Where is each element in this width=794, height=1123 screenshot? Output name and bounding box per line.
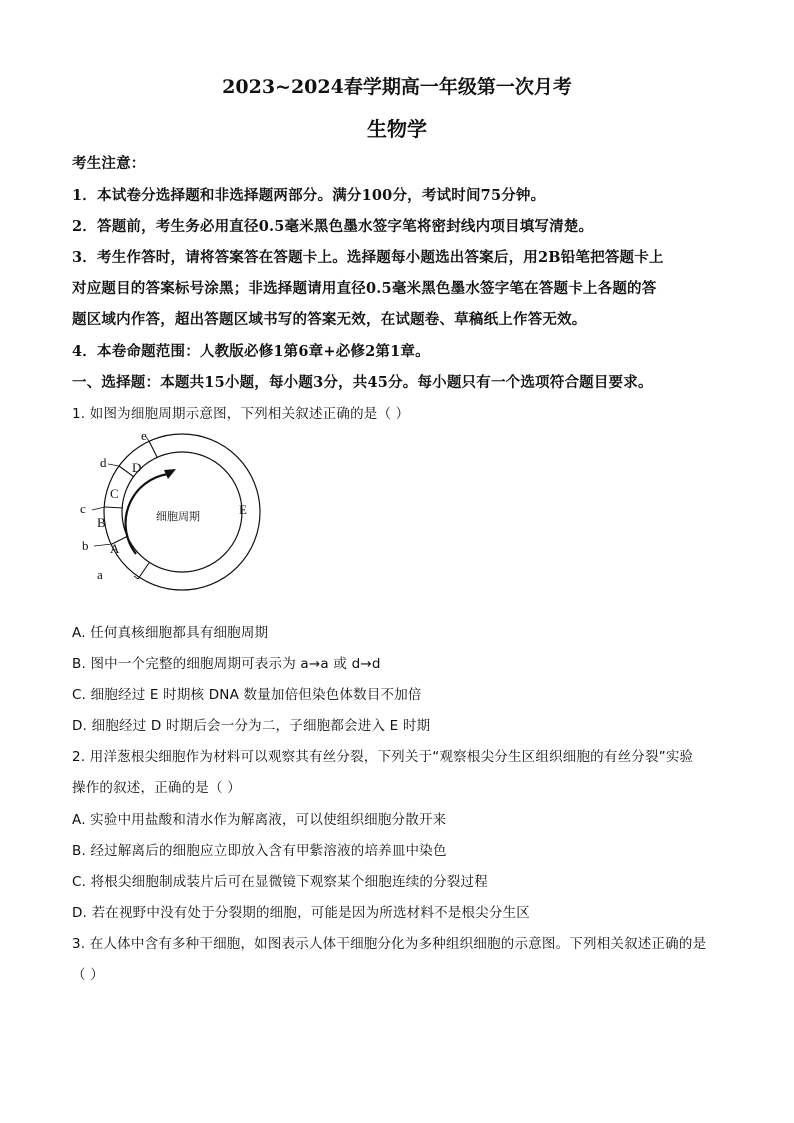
section-heading: 一、选择题：本题共15小题，每小题3分，共45分。每小题只有一个选项符合题目要求。	[72, 374, 653, 391]
notice-line: 4．本卷命题范围：人教版必修1第6章+必修2第1章。	[72, 343, 430, 360]
segment-label: A	[110, 541, 120, 556]
question-1-stem: 1. 如图为细胞周期示意图，下列相关叙述正确的是（ ）	[72, 406, 410, 422]
question-1-option: B. 图中一个完整的细胞周期可表示为 a→a 或 d→d	[72, 656, 381, 672]
question-2-stem: 2. 用洋葱根尖细胞作为材料可以观察其有丝分裂，下列关于“观察根尖分生区组织细胞的有丝分裂”实验	[72, 749, 694, 765]
question-1-option: C. 细胞经过 E 时期核 DNA 数量加倍但染色体数目不加倍	[72, 687, 422, 703]
center-label: 细胞周期	[156, 510, 200, 523]
question-1-option: D. 细胞经过 D 时期后会一分为二，子细胞都会进入 E 时期	[72, 718, 431, 734]
notice-heading: 考生注意：	[72, 155, 146, 172]
arrow-head-icon	[164, 469, 176, 479]
exam-title: 2023~2024春学期高一年级第一次月考	[222, 76, 572, 98]
notice-line: 1．本试卷分选择题和非选择题两部分。满分100分，考试时间75分钟。	[72, 187, 546, 204]
subject-title: 生物学	[367, 117, 427, 141]
question-2-option: C. 将根尖细胞制成装片后可在显微镜下观察某个细胞连续的分裂过程	[72, 874, 488, 890]
cell-cycle-diagram	[72, 428, 272, 598]
question-2-option: A. 实验中用盐酸和清水作为解离液，可以使组织细胞分散开来	[72, 812, 447, 828]
notice-line: 3．考生作答时，请将答案答在答题卡上。选择题每小题选出答案后，用2B铅笔把答题卡上	[72, 249, 664, 266]
segment-label: D	[132, 460, 142, 475]
point-label: e	[141, 428, 147, 443]
segment-label: E	[239, 502, 247, 517]
question-2-stem: 操作的叙述，正确的是（ ）	[72, 780, 241, 796]
tick-e	[149, 441, 157, 457]
question-1-option: A. 任何真核细胞都具有细胞周期	[72, 625, 269, 641]
point-label: c	[80, 501, 86, 516]
notice-line: 题区域内作答，超出答题区域书写的答案无效，在试题卷、草稿纸上作答无效。	[72, 311, 587, 328]
segment-label: B	[97, 515, 106, 530]
tick-a	[138, 563, 149, 579]
question-2-option: B. 经过解离后的细胞应立即放入含有甲紫溶液的培养皿中染色	[72, 843, 447, 859]
tick-c	[105, 507, 123, 508]
notice-line: 2．答题前，考生务必用直径0.5毫米黑色墨水签字笔将密封线内项目填写清楚。	[72, 218, 594, 235]
question-2-option: D. 若在视野中没有处于分裂期的细胞，可能是因为所选材料不是根尖分生区	[72, 905, 530, 921]
segment-label: C	[110, 486, 119, 501]
point-label: a	[97, 567, 103, 582]
point-label: b	[82, 538, 89, 553]
question-3-stem: 3. 在人体中含有多种干细胞，如图表示人体干细胞分化为多种组织细胞的示意图。下列相关叙述正确的是	[72, 936, 707, 952]
notice-line: 对应题目的答案标号涂黑；非选择题请用直径0.5毫米黑色墨水签字笔在答题卡上各题的答	[72, 280, 657, 297]
question-3-stem: （ ）	[72, 967, 104, 983]
point-label: d	[100, 455, 107, 470]
